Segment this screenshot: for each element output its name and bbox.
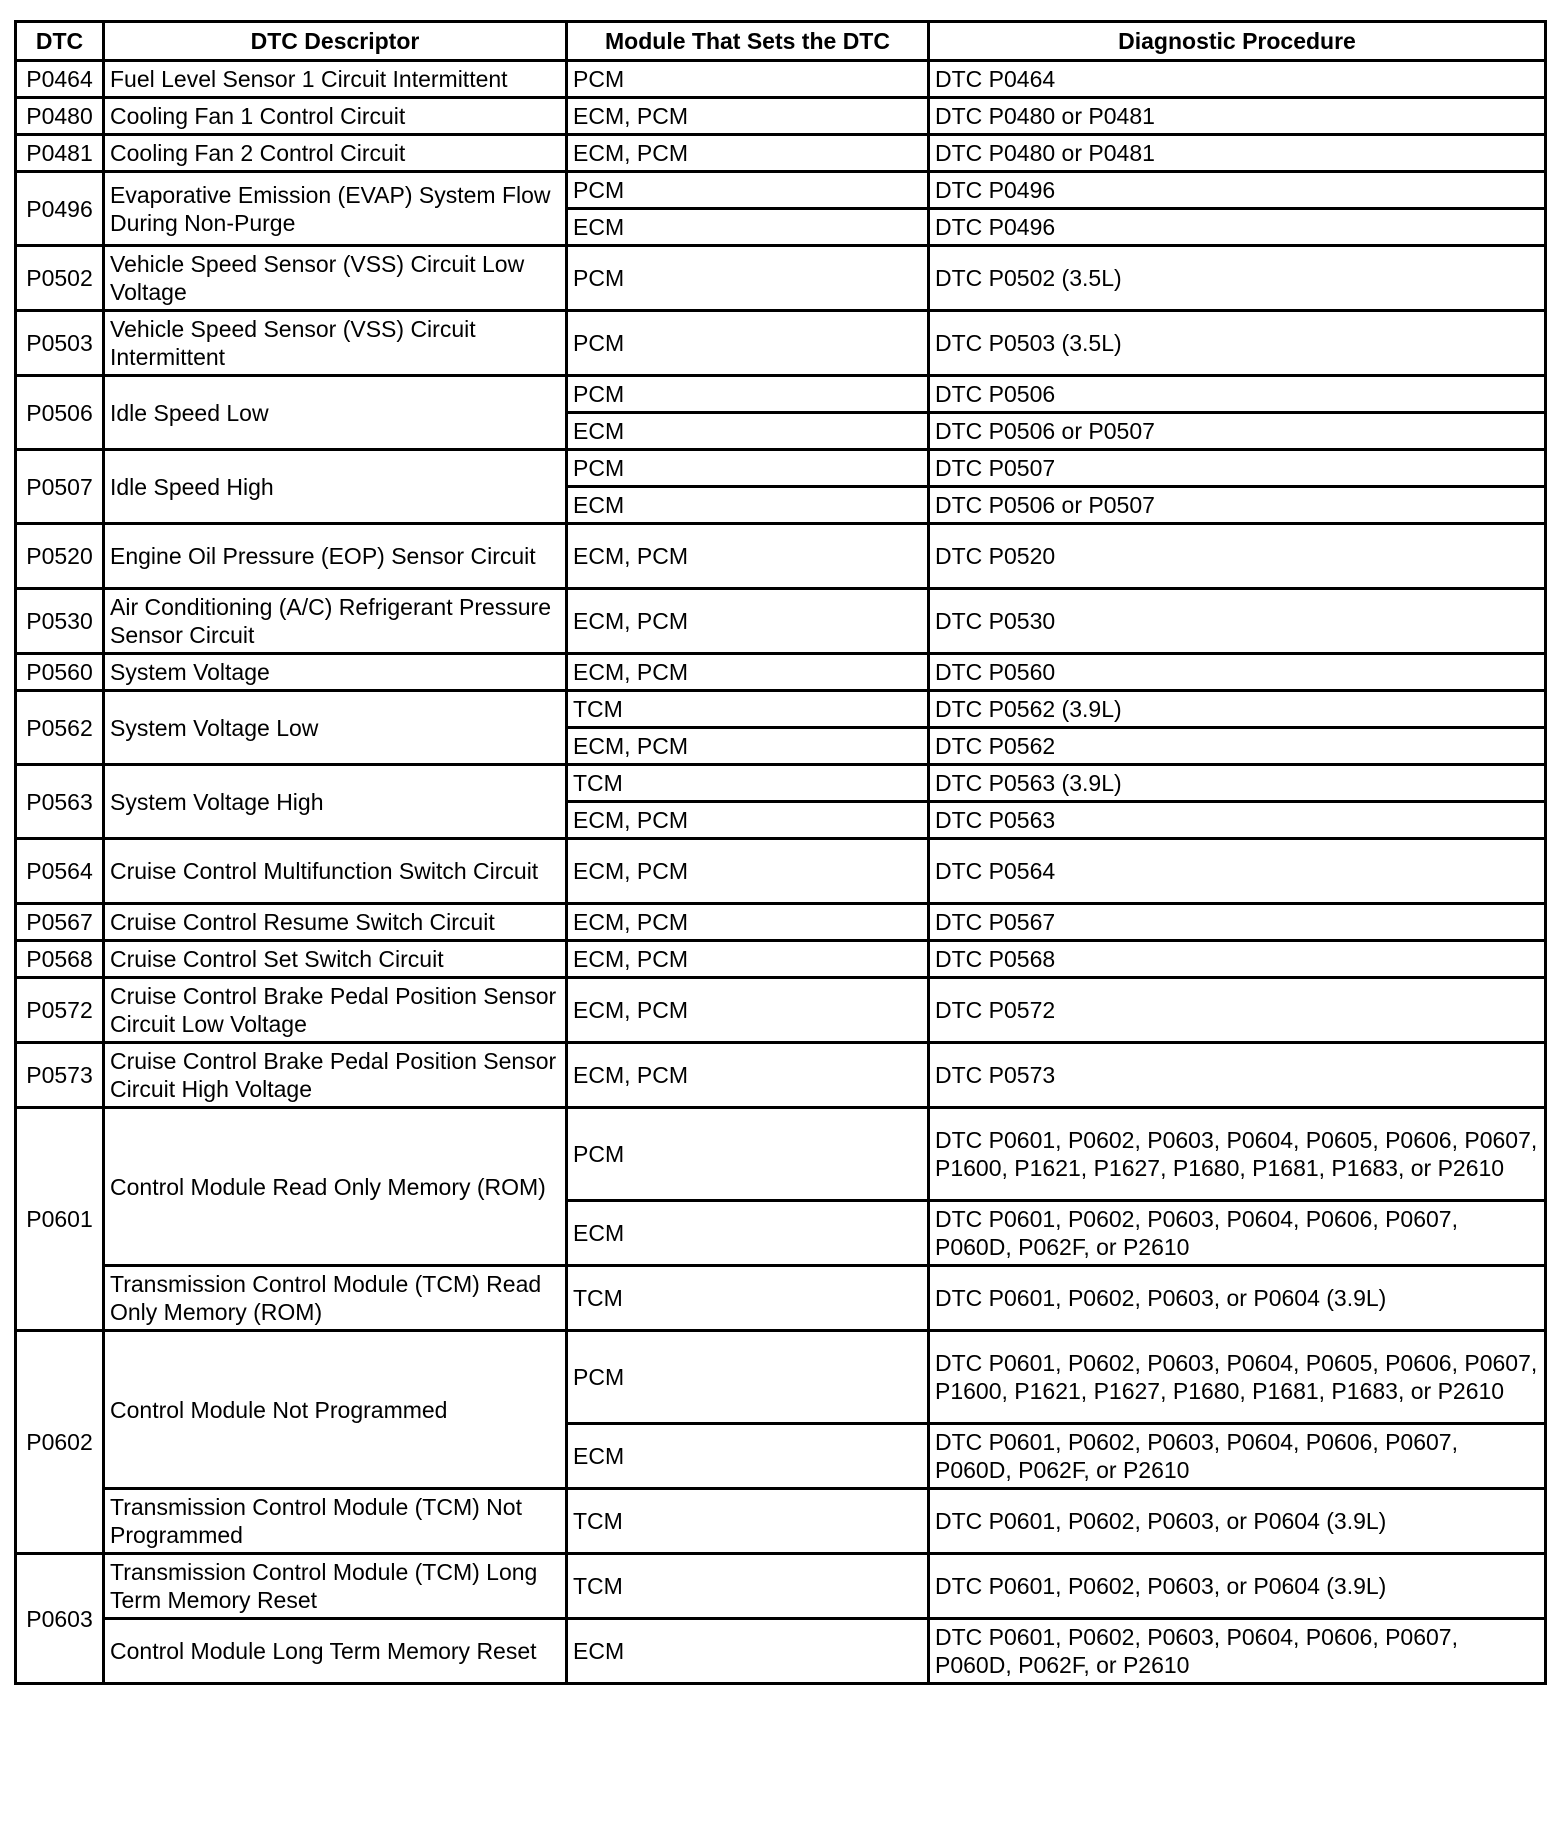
dtc-code: P0480	[16, 98, 104, 135]
procedure-cell: DTC P0506 or P0507	[929, 487, 1546, 524]
module-cell: TCM	[567, 1489, 929, 1554]
module-cell: ECM, PCM	[567, 135, 929, 172]
dtc-descriptor: System Voltage Low	[104, 691, 567, 765]
dtc-descriptor: Vehicle Speed Sensor (VSS) Circuit Intermittent	[104, 311, 567, 376]
dtc-code: P0601	[16, 1108, 104, 1331]
table-row	[16, 1619, 1546, 1684]
dtc-descriptor: Transmission Control Module (TCM) Not Programmed	[104, 1489, 567, 1554]
dtc-descriptor: Cruise Control Brake Pedal Position Sensor Circuit High Voltage	[104, 1043, 567, 1108]
dtc-code: P0562	[16, 691, 104, 765]
module-cell: PCM	[567, 1108, 929, 1201]
dtc-descriptor: Engine Oil Pressure (EOP) Sensor Circuit	[104, 524, 567, 589]
module-cell: PCM	[567, 376, 929, 413]
dtc-descriptor: Control Module Not Programmed	[104, 1331, 567, 1489]
procedure-cell: DTC P0502 (3.5L)	[929, 246, 1546, 311]
module-cell: ECM, PCM	[567, 978, 929, 1043]
dtc-code: P0573	[16, 1043, 104, 1108]
table-row	[16, 311, 1546, 376]
module-cell: PCM	[567, 246, 929, 311]
table-row	[16, 172, 1546, 209]
dtc-code: P0496	[16, 172, 104, 246]
procedure-cell: DTC P0573	[929, 1043, 1546, 1108]
procedure-cell: DTC P0520	[929, 524, 1546, 589]
dtc-code: P0520	[16, 524, 104, 589]
table-row	[16, 450, 1546, 487]
dtc-descriptor: Cruise Control Brake Pedal Position Sensor Circuit Low Voltage	[104, 978, 567, 1043]
module-cell: ECM, PCM	[567, 524, 929, 589]
dtc-descriptor: Evaporative Emission (EVAP) System Flow During Non-Purge	[104, 172, 567, 246]
dtc-code: P0506	[16, 376, 104, 450]
module-cell: ECM, PCM	[567, 589, 929, 654]
module-cell: TCM	[567, 691, 929, 728]
procedure-cell: DTC P0563 (3.9L)	[929, 765, 1546, 802]
module-cell: PCM	[567, 172, 929, 209]
header-module: Module That Sets the DTC	[567, 22, 929, 61]
dtc-code: P0464	[16, 61, 104, 98]
table-row	[16, 691, 1546, 728]
procedure-cell: DTC P0496	[929, 172, 1546, 209]
dtc-descriptor: System Voltage	[104, 654, 567, 691]
table-row	[16, 978, 1546, 1043]
procedure-cell: DTC P0572	[929, 978, 1546, 1043]
table-row	[16, 589, 1546, 654]
module-cell: ECM	[567, 1424, 929, 1489]
dtc-code: P0567	[16, 904, 104, 941]
dtc-descriptor: Idle Speed Low	[104, 376, 567, 450]
procedure-cell: DTC P0507	[929, 450, 1546, 487]
procedure-cell: DTC P0564	[929, 839, 1546, 904]
table-row	[16, 61, 1546, 98]
dtc-code: P0602	[16, 1331, 104, 1554]
module-cell: ECM	[567, 487, 929, 524]
header-dtc-descriptor: DTC Descriptor	[104, 22, 567, 61]
dtc-code: P0503	[16, 311, 104, 376]
dtc-descriptor: Cruise Control Resume Switch Circuit	[104, 904, 567, 941]
procedure-cell: DTC P0560	[929, 654, 1546, 691]
dtc-table	[14, 20, 1547, 1685]
dtc-descriptor: Transmission Control Module (TCM) Read Only Memory (ROM)	[104, 1266, 567, 1331]
dtc-code: P0502	[16, 246, 104, 311]
procedure-cell: DTC P0601, P0602, P0603, or P0604 (3.9L)	[929, 1266, 1546, 1331]
procedure-cell: DTC P0601, P0602, P0603, P0604, P0605, P0606, P0607, P1600, P1621, P1627, P1680, P1681, P1683, or P2610	[929, 1331, 1546, 1424]
dtc-descriptor: Cruise Control Set Switch Circuit	[104, 941, 567, 978]
table-row	[16, 654, 1546, 691]
table-row	[16, 839, 1546, 904]
procedure-cell: DTC P0601, P0602, P0603, P0604, P0606, P0607, P060D, P062F, or P2610	[929, 1424, 1546, 1489]
procedure-cell: DTC P0480 or P0481	[929, 135, 1546, 172]
procedure-cell: DTC P0563	[929, 802, 1546, 839]
procedure-cell: DTC P0506	[929, 376, 1546, 413]
table-row	[16, 1266, 1546, 1331]
dtc-descriptor: Transmission Control Module (TCM) Long Term Memory Reset	[104, 1554, 567, 1619]
procedure-cell: DTC P0562 (3.9L)	[929, 691, 1546, 728]
dtc-descriptor: Cooling Fan 1 Control Circuit	[104, 98, 567, 135]
dtc-descriptor: System Voltage High	[104, 765, 567, 839]
header-dtc: DTC	[16, 22, 104, 61]
dtc-descriptor: Control Module Read Only Memory (ROM)	[104, 1108, 567, 1266]
table-row	[16, 904, 1546, 941]
dtc-descriptor: Cruise Control Multifunction Switch Circuit	[104, 839, 567, 904]
module-cell: ECM	[567, 1619, 929, 1684]
dtc-code: P0572	[16, 978, 104, 1043]
table-row	[16, 1554, 1546, 1619]
procedure-cell: DTC P0568	[929, 941, 1546, 978]
table-row	[16, 376, 1546, 413]
procedure-cell: DTC P0530	[929, 589, 1546, 654]
table-row	[16, 98, 1546, 135]
table-row	[16, 524, 1546, 589]
module-cell: ECM	[567, 1201, 929, 1266]
procedure-cell: DTC P0601, P0602, P0603, P0604, P0606, P0607, P060D, P062F, or P2610	[929, 1201, 1546, 1266]
module-cell: ECM, PCM	[567, 654, 929, 691]
header-row	[16, 22, 1546, 61]
table-row	[16, 941, 1546, 978]
module-cell: TCM	[567, 765, 929, 802]
procedure-cell: DTC P0601, P0602, P0603, or P0604 (3.9L)	[929, 1489, 1546, 1554]
dtc-code: P0530	[16, 589, 104, 654]
module-cell: ECM, PCM	[567, 1043, 929, 1108]
dtc-descriptor: Vehicle Speed Sensor (VSS) Circuit Low Voltage	[104, 246, 567, 311]
module-cell: ECM	[567, 209, 929, 246]
procedure-cell: DTC P0503 (3.5L)	[929, 311, 1546, 376]
dtc-descriptor: Fuel Level Sensor 1 Circuit Intermittent	[104, 61, 567, 98]
dtc-descriptor: Idle Speed High	[104, 450, 567, 524]
module-cell: ECM, PCM	[567, 728, 929, 765]
table-header	[16, 22, 1546, 61]
procedure-cell: DTC P0601, P0602, P0603, P0604, P0606, P0607, P060D, P062F, or P2610	[929, 1619, 1546, 1684]
procedure-cell: DTC P0496	[929, 209, 1546, 246]
dtc-code: P0560	[16, 654, 104, 691]
dtc-descriptor: Control Module Long Term Memory Reset	[104, 1619, 567, 1684]
procedure-cell: DTC P0562	[929, 728, 1546, 765]
module-cell: ECM, PCM	[567, 802, 929, 839]
module-cell: ECM	[567, 413, 929, 450]
table-row	[16, 1489, 1546, 1554]
dtc-code: P0481	[16, 135, 104, 172]
module-cell: PCM	[567, 61, 929, 98]
dtc-code: P0603	[16, 1554, 104, 1684]
procedure-cell: DTC P0601, P0602, P0603, or P0604 (3.9L)	[929, 1554, 1546, 1619]
module-cell: TCM	[567, 1554, 929, 1619]
table-row	[16, 1108, 1546, 1201]
module-cell: PCM	[567, 450, 929, 487]
module-cell: ECM, PCM	[567, 904, 929, 941]
table-row	[16, 1331, 1546, 1424]
table-row	[16, 246, 1546, 311]
dtc-code: P0564	[16, 839, 104, 904]
table-row	[16, 135, 1546, 172]
module-cell: ECM, PCM	[567, 941, 929, 978]
table-row	[16, 1043, 1546, 1108]
header-diagnostic-procedure: Diagnostic Procedure	[929, 22, 1546, 61]
procedure-cell: DTC P0567	[929, 904, 1546, 941]
dtc-code: P0568	[16, 941, 104, 978]
table-row	[16, 765, 1546, 802]
module-cell: PCM	[567, 311, 929, 376]
procedure-cell: DTC P0601, P0602, P0603, P0604, P0605, P0606, P0607, P1600, P1621, P1627, P1680, P1681, P1683, or P2610	[929, 1108, 1546, 1201]
procedure-cell: DTC P0480 or P0481	[929, 98, 1546, 135]
dtc-descriptor: Cooling Fan 2 Control Circuit	[104, 135, 567, 172]
procedure-cell: DTC P0506 or P0507	[929, 413, 1546, 450]
dtc-code: P0507	[16, 450, 104, 524]
procedure-cell: DTC P0464	[929, 61, 1546, 98]
module-cell: ECM, PCM	[567, 98, 929, 135]
module-cell: PCM	[567, 1331, 929, 1424]
module-cell: TCM	[567, 1266, 929, 1331]
module-cell: ECM, PCM	[567, 839, 929, 904]
page	[14, 20, 1544, 1685]
dtc-code: P0563	[16, 765, 104, 839]
table-body	[16, 61, 1546, 1684]
dtc-descriptor: Air Conditioning (A/C) Refrigerant Pressure Sensor Circuit	[104, 589, 567, 654]
